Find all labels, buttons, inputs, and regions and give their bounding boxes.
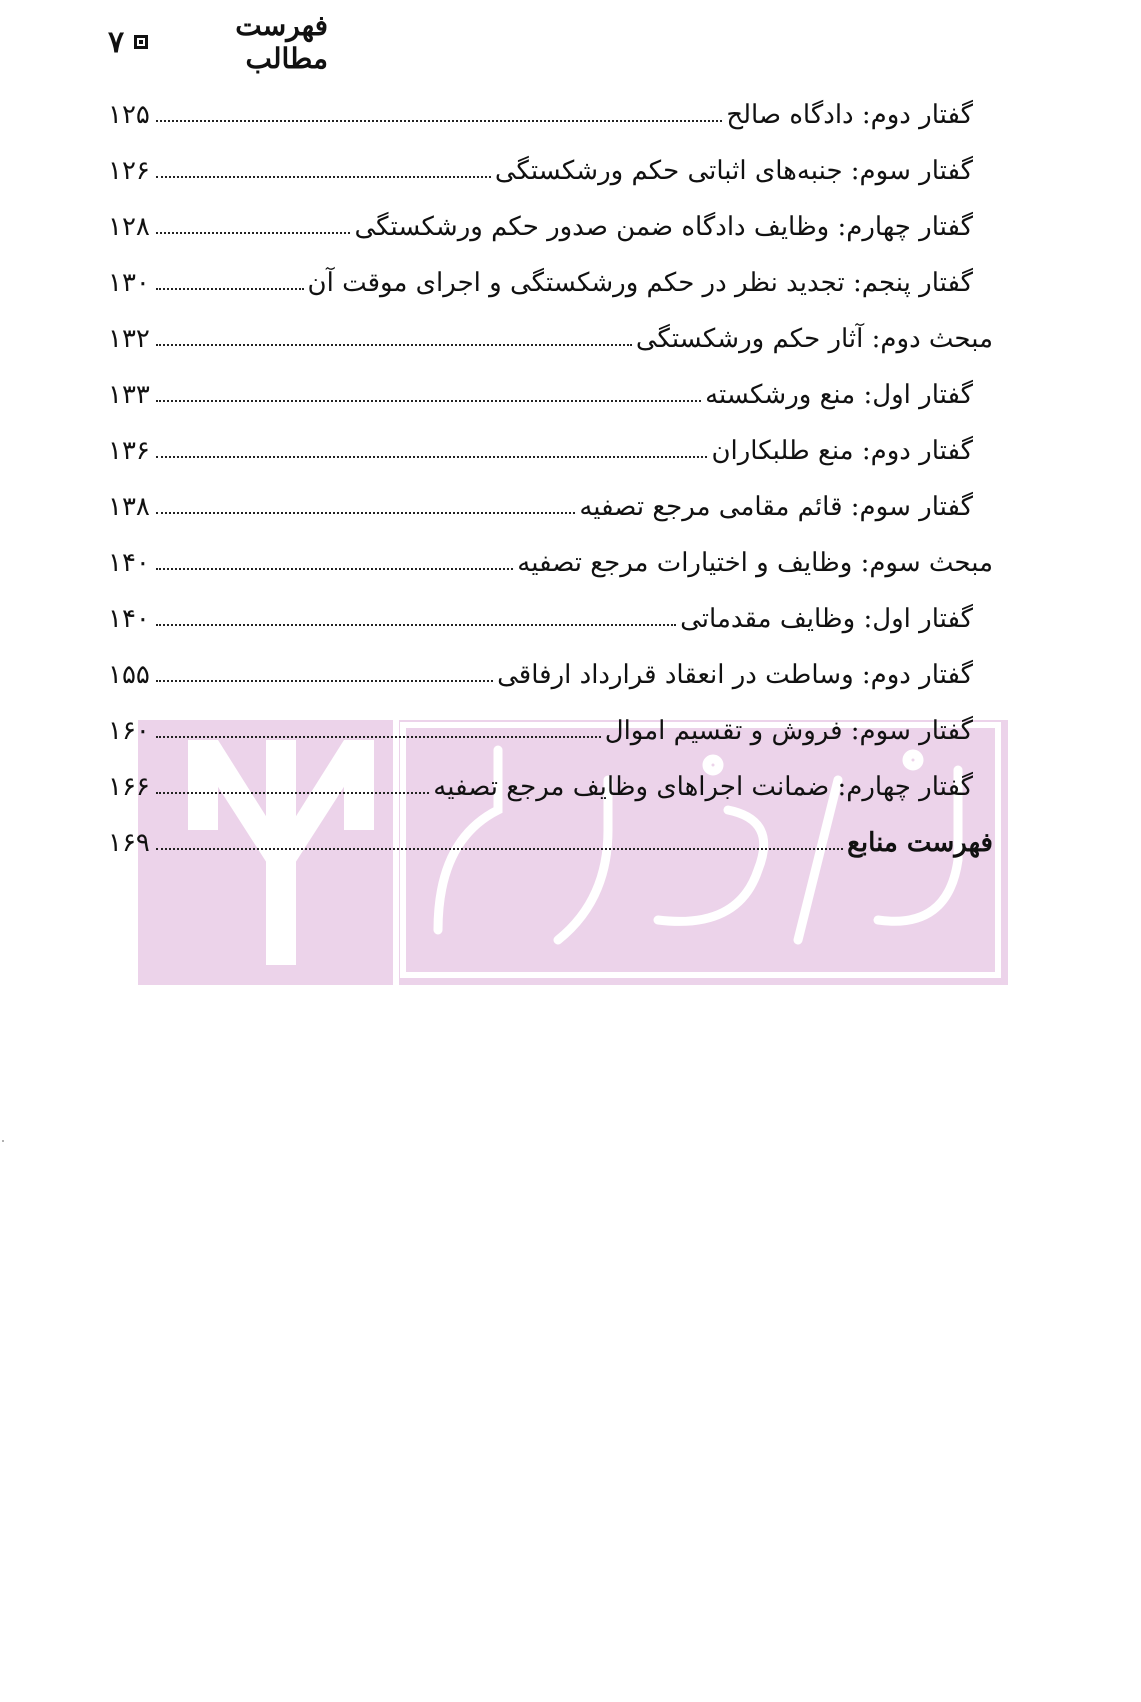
toc-entry-page: ۱۶۹ (108, 828, 150, 858)
toc-entry-title: گفتار سوم: فروش و تقسیم اموال (604, 716, 973, 746)
page-header (108, 9, 328, 75)
dot-leader (156, 680, 493, 682)
dot-leader (156, 568, 513, 570)
square-bullet-icon (134, 35, 147, 49)
toc-entry-page: ۱۶۶ (108, 772, 150, 802)
toc-entry-page: ۱۴۰ (108, 548, 150, 578)
dot-leader (156, 736, 601, 738)
toc-entry[interactable] (108, 652, 973, 692)
toc-entry-page: ۱۳۳ (108, 380, 150, 410)
toc-entry[interactable] (108, 540, 993, 580)
toc-entry-title: گفتار پنجم: تجدید نظر در حکم ورشکستگی و اجرای موقت آن (307, 268, 973, 298)
dot-leader (156, 792, 429, 794)
dot-leader (156, 232, 350, 234)
page-title: فهرست مطالب (235, 9, 328, 75)
toc-entry-title: فهرست منابع (847, 828, 993, 858)
toc-entry-title: گفتار دوم: وساطت در انعقاد قرارداد ارفاقی (497, 660, 973, 690)
dot-leader (156, 456, 707, 458)
toc-entry[interactable] (108, 708, 973, 748)
toc-entry[interactable] (108, 372, 973, 412)
toc-entry-page: ۱۳۸ (108, 492, 150, 522)
toc-entry-title: گفتار سوم: جنبه‌های اثباتی حکم ورشکستگی (494, 156, 973, 186)
dot-leader (156, 288, 304, 290)
toc-entry[interactable] (108, 764, 973, 804)
toc-entry[interactable] (108, 92, 973, 132)
dot-leader (156, 512, 575, 514)
toc-entry-title: گفتار سوم: قائم مقامی مرجع تصفیه (579, 492, 973, 522)
toc-entry[interactable] (108, 148, 973, 188)
toc-entry[interactable] (108, 260, 973, 300)
toc-entry-page: ۱۳۰ (108, 268, 150, 298)
dot-leader (156, 120, 722, 122)
toc-entry-title: گفتار دوم: منع طلبکاران (711, 436, 973, 466)
toc-entry-title: گفتار چهارم: ضمانت اجراهای وظایف مرجع تصفیه (433, 772, 973, 802)
toc-entry[interactable] (108, 428, 973, 468)
dot-leader (156, 848, 843, 850)
toc-entry-page: ۱۲۸ (108, 212, 150, 242)
toc-entry-references[interactable] (108, 820, 993, 860)
toc-entry[interactable] (108, 596, 973, 636)
toc-entry-page: ۱۵۵ (108, 660, 150, 690)
toc-entry[interactable] (108, 316, 993, 356)
toc-entry-page: ۱۶۰ (108, 716, 150, 746)
toc-entry-page: ۱۳۲ (108, 324, 150, 354)
toc-entry-title: مبحث سوم: وظایف و اختیارات مرجع تصفیه (517, 548, 993, 578)
toc-entry-title: گفتار اول: وظایف مقدماتی (680, 604, 973, 634)
toc-entry-page: ۱۳۶ (108, 436, 150, 466)
toc-entry-title: گفتار دوم: دادگاه صالح (726, 100, 973, 130)
page-number: ۷ (108, 24, 125, 60)
toc-entry-title: گفتار چهارم: وظایف دادگاه ضمن صدور حکم ورشکستگی (354, 212, 973, 242)
toc-entry-title: گفتار اول: منع ورشکسته (705, 380, 973, 410)
toc-entry-page: ۱۲۶ (108, 156, 150, 186)
scan-speck (2, 1140, 4, 1142)
toc-entry-page: ۱۲۵ (108, 100, 150, 130)
dot-leader (156, 176, 491, 178)
dot-leader (156, 624, 676, 626)
dot-leader (156, 400, 701, 402)
dot-leader (156, 344, 632, 346)
toc-entry[interactable] (108, 204, 973, 244)
toc-entry-title: مبحث دوم: آثار حکم ورشکستگی (635, 324, 993, 354)
toc-entry[interactable] (108, 484, 973, 524)
toc-entry-page: ۱۴۰ (108, 604, 150, 634)
